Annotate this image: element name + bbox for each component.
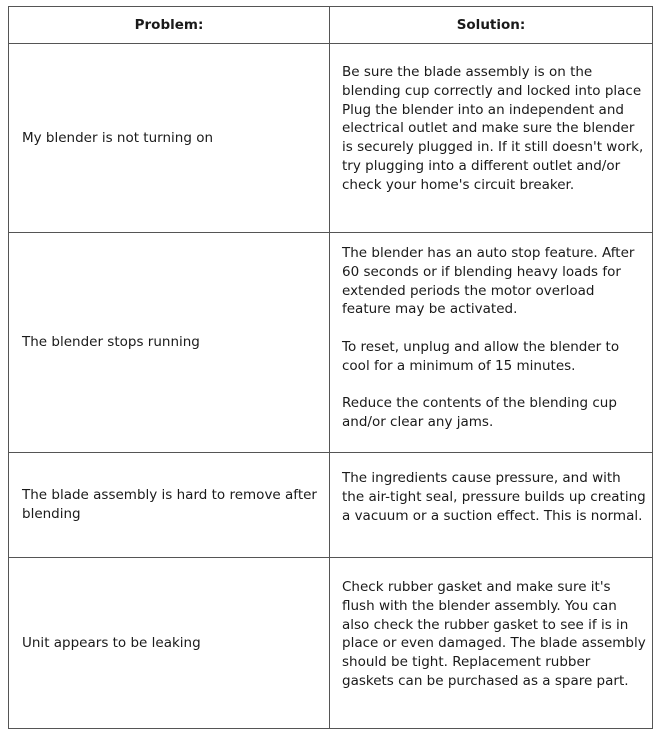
solution-cell [330,558,653,729]
solution-paragraph: The blender has an auto stop feature. After 60 seconds or if blending heavy loads for extended periods the motor overload feature may be activated. [342,245,635,318]
solution-paragraph: To reset, unplug and allow the blender to cool for a minimum of 15 minutes. [342,338,620,374]
problem-cell: The blender stops running [9,233,330,453]
solution-cell [330,44,653,233]
solution-cell [330,233,653,453]
header-problem: Problem: [9,7,330,44]
header-solution: Solution: [330,7,653,44]
solution-paragraph: The ingredients cause pressure, and with the air-tight seal, pressure builds up creating a vacuum or a suction effect. This is normal. [342,470,646,524]
table-row [9,453,653,558]
table-row [9,44,653,233]
solution-paragraph: Check rubber gasket and make sure it's flush with the blender assembly. You can also check the rubber gasket to see if is in place or even damaged. The blade assembly should be tight. Replacement rubber gaskets can be purchased as a spare part. [342,579,646,689]
table-row [9,233,653,453]
troubleshooting-table [8,6,653,729]
solution-cell [330,453,653,558]
header-row [9,7,653,44]
solution-paragraph: Reduce the contents of the blending cup and/or clear any jams. [342,395,617,431]
solution-paragraph: Be sure the blade assembly is on the blending cup correctly and locked into place Plug the blender into an independent and electrical outlet and make sure the blender is securely plugged in. If it still doesn't work, try plugging into a different outlet and/or check your home's circuit breaker. [342,64,644,193]
problem-cell: My blender is not turning on [9,44,330,233]
problem-cell: The blade assembly is hard to remove after blending [9,453,330,558]
table-row [9,558,653,729]
problem-cell: Unit appears to be leaking [9,558,330,729]
